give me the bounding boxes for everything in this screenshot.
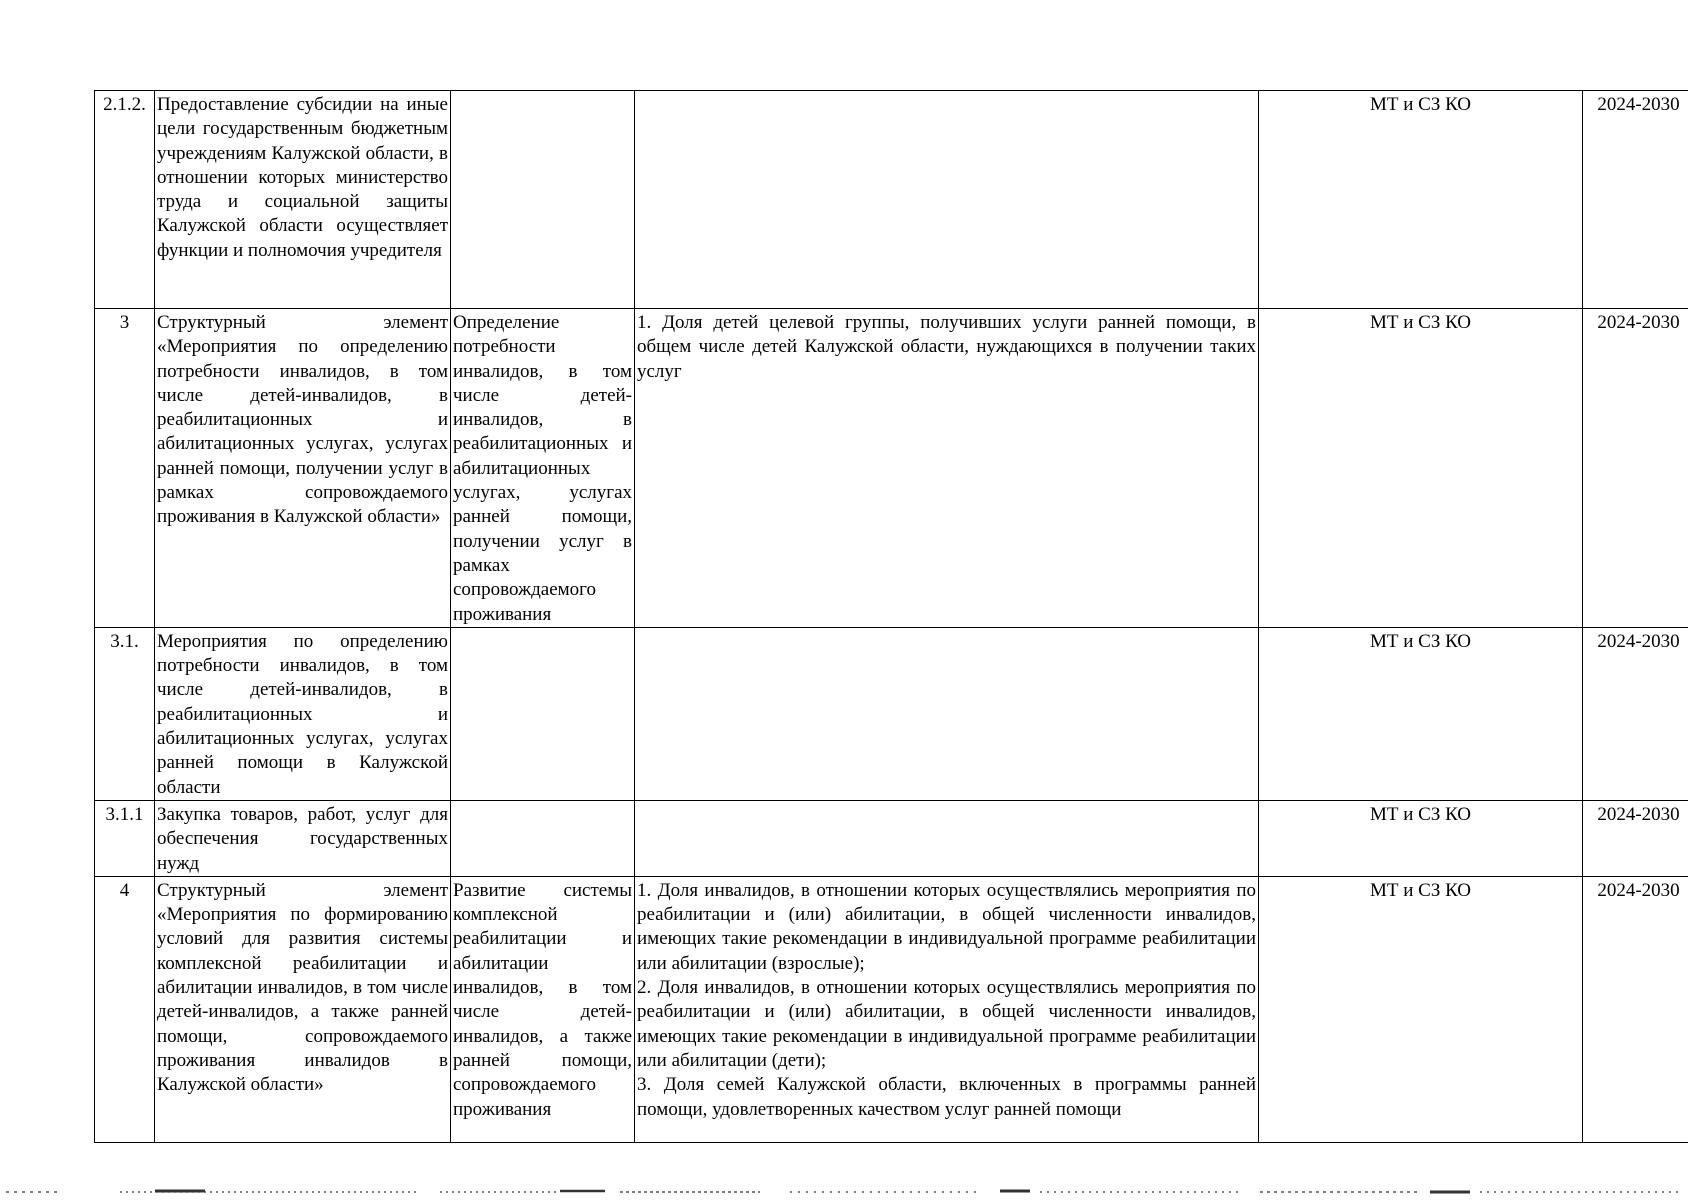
measure-executor: МТ и СЗ КО bbox=[1259, 91, 1583, 309]
indicator-item: 2. Доля инвалидов, в отношении которых осуществлялись мероприятия по реабилитации и (или) абилитации, в общей численности инвалидов, имеющих такие рекомендации в индивидуальной программе реабилитации или абилитации (дети); bbox=[637, 977, 1256, 1071]
measure-task: Определение потребности инвалидов, в том числе детей-инвалидов, в реабилитационных и абилитационных услугах, услугах ранней помощи, получении услуг в рамках сопровождаемого проживания bbox=[451, 309, 635, 628]
table-row bbox=[95, 309, 1688, 628]
measure-task: Развитие системы комплексной реабилитации и абилитации инвалидов, в том числе детей-инвалидов, а также ранней помощи, сопровождаемого проживания bbox=[451, 876, 635, 1142]
row-number: 3.1. bbox=[95, 627, 155, 800]
table-row bbox=[95, 91, 1688, 309]
measure-indicators bbox=[635, 800, 1259, 876]
measures-table bbox=[94, 90, 1688, 1143]
row-number: 3 bbox=[95, 309, 155, 628]
measure-indicators bbox=[635, 309, 1259, 628]
measure-task bbox=[451, 627, 635, 800]
measure-task bbox=[451, 91, 635, 309]
measure-period: 2024-2030 bbox=[1583, 91, 1688, 309]
measure-executor: МТ и СЗ КО bbox=[1259, 876, 1583, 1142]
indicator-item: 1. Доля инвалидов, в отношении которых осуществлялись мероприятия по реабилитации и (или) абилитации, в общей численности инвалидов, имеющих такие рекомендации в индивидуальной программе реабилитации или абилитации (взрослые); bbox=[637, 879, 1256, 974]
measure-period: 2024-2030 bbox=[1583, 876, 1688, 1142]
measure-indicators bbox=[635, 627, 1259, 800]
indicator-item: 3. Доля семей Калужской области, включенных в программы ранней помощи, удовлетворенных качеством услуг ранней помощи bbox=[637, 1074, 1256, 1120]
measure-name: Структурный элемент «Мероприятия по определению потребности инвалидов, в том числе детей-инвалидов, в реабилитационных и абилитационных услугах, услугах ранней помощи, получении услуг в рамках сопровождаемого проживания в Калужской области» bbox=[155, 309, 451, 628]
measure-name: Структурный элемент «Мероприятия по формированию условий для развития системы комплексной реабилитации и абилитации инвалидов, в том числе детей-инвалидов, а также ранней помощи, сопровождаемого проживания инвалидов в Калужской области» bbox=[155, 876, 451, 1142]
measure-period: 2024-2030 bbox=[1583, 309, 1688, 628]
measure-executor: МТ и СЗ КО bbox=[1259, 627, 1583, 800]
measure-name: Мероприятия по определению потребности инвалидов, в том числе детей-инвалидов, в реабилитационных и абилитационных услугах, услугах ранней помощи в Калужской области bbox=[155, 627, 451, 800]
table-row bbox=[95, 876, 1688, 1142]
measure-name: Закупка товаров, работ, услуг для обеспечения государственных нужд bbox=[155, 800, 451, 876]
row-number: 2.1.2. bbox=[95, 91, 155, 309]
measure-indicators bbox=[635, 876, 1259, 1142]
row-number: 3.1.1 bbox=[95, 800, 155, 876]
measure-task bbox=[451, 800, 635, 876]
measure-name: Предоставление субсидии на иные цели государственным бюджетным учреждениям Калужской области, в отношении которых министерство труда и социальной защиты Калужской области осуществляет функции и полномочия учредителя bbox=[155, 91, 451, 309]
measure-period: 2024-2030 bbox=[1583, 627, 1688, 800]
indicator-item: 1. Доля детей целевой группы, получивших услуги ранней помощи, в общем числе детей Калужской области, нуждающихся в получении таких услуг bbox=[637, 312, 1256, 382]
scan-noise-strip bbox=[0, 1183, 1688, 1199]
measure-indicators bbox=[635, 91, 1259, 309]
measure-executor: МТ и СЗ КО bbox=[1259, 309, 1583, 628]
row-number: 4 bbox=[95, 876, 155, 1142]
measure-period: 2024-2030 bbox=[1583, 800, 1688, 876]
table-row bbox=[95, 800, 1688, 876]
measures-table-body bbox=[95, 91, 1688, 1143]
measure-executor: МТ и СЗ КО bbox=[1259, 800, 1583, 876]
table-row bbox=[95, 627, 1688, 800]
